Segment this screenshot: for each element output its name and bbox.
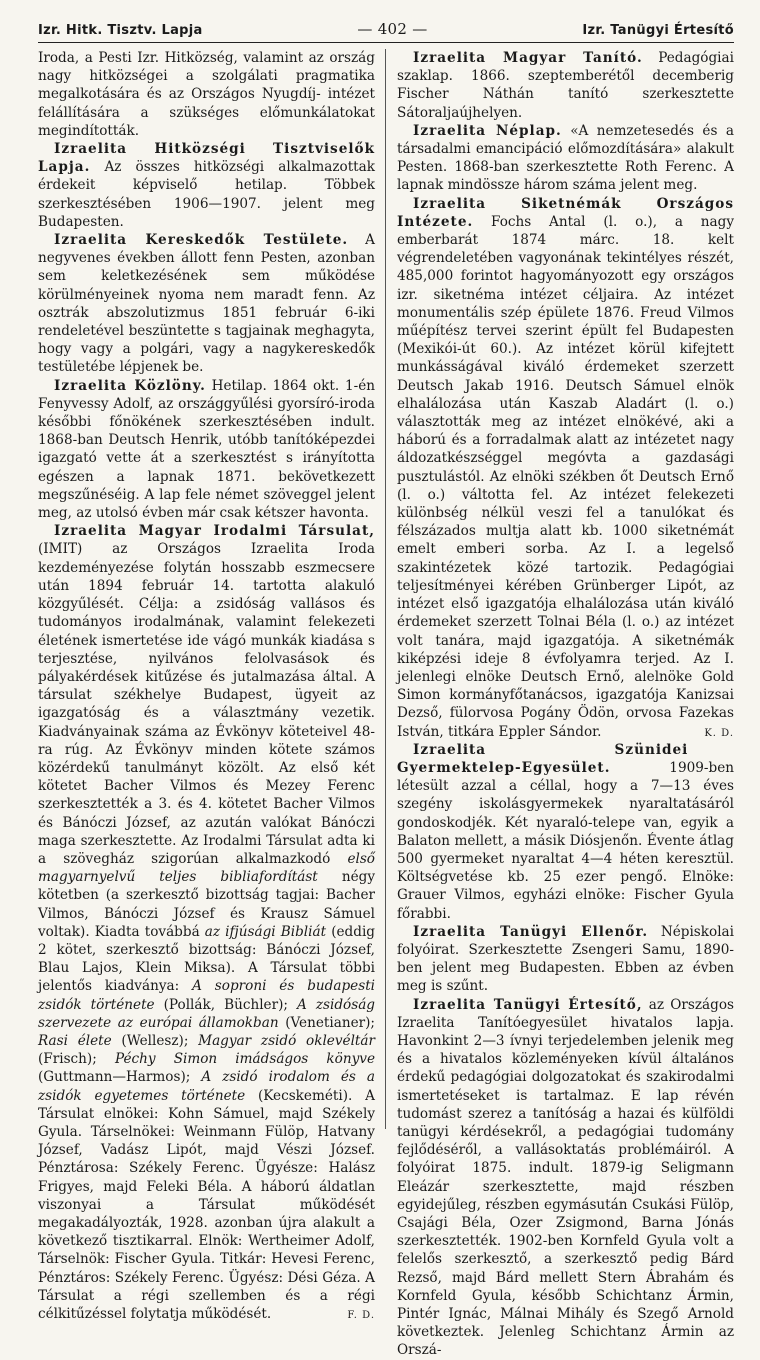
entry-tanugyi-ertesito: Izraelita Tanügyi Értesítő, az Országos Izraelita Tanítóegyesület hivatalos lapja. Havonkint 2—3 ívnyi terjedelemben jelenik meg és a hivatalos közleményeken kívül általános érdekű pedagógiai dolgozatokat és szakirodalmi ismertetéseket is tartalmaz. E lap révén tudomást szerez a tanítóság a hazai és külföldi tanügyi kérdésekről, a pedagógiai tudomány fejlődéséről, a vallásoktatás problémáiról. A folyóirat 1875. indult. 1879-ig Seligmann Eleázár szerkesztette, majd részben egyidejűleg, részben egymásután Csukási Fülöp, Csajági Béla, Ozer Zsigmond, Barna Jónás szerkesztették. 1902-ben Kornfeld Gyula volt a felelős szerkesztő, a szerkesztő pedig Bárd Rezső, majd Bárd mellett Stern Ábrahám és Kornfeld Gyula, később Schichtanz Ármin, Pintér Ignác, Málnai Mihály és Szegő Arnold következtek. Jelenleg Schichtanz Ármin az Orszá- [397,996,734,1359]
right-column [386,49,735,1359]
entry-kereskedok-testulete: Izraelita Kereskedők Testülete. A negyvenes években állott fenn Pesten, azonban sem keletkezésének sem működése körülményeinek nyoma nem maradt fenn. Az osztrák abszolutizmus 1851 február 6-iki rendeletével beszüntette s tagjainak meghagyta, hogy vagy a polgári, vagy a nagykereskedők testületébe lépjenek be. [38,232,375,376]
entry-headword: Izraelita Néplap. [413,122,562,139]
entry-headword: Izraelita Kereskedők Testülete. [54,232,349,249]
entry-headword: Izraelita Magyar Tanító. [413,50,643,66]
entry-headword: Izraelita Közlöny. [54,377,206,394]
entry-szunidei-gyermektelep: Izraelita Szünidei Gyermektelep-Egyesület. 1909-ben létesült azzal a céllal, hogy a 7—13 éves szegény iskolásgyermekek nyaraltatásáról gondoskodjék. Két nyaraló-telepe van, egyik a Balaton mellett, a másik Diósjenőn. Évente átlag 500 gyermeket nyaraltat 4—4 héten keresztül. Költségvetése kb. 25 ezer pengő. Elnöke: Grauer Vilmos, egyházi elnöke: Fischer Gyula főrabbi. [397,741,734,922]
header-right: Izr. Tanügyi Értesítő [582,23,734,38]
entry-siketnemak-intezete: Izraelita Siketnémák Országos Intézete. Fochs Antal (l. o.), a nagy emberbarát 1874 márc. 18. kelt végrendeletében vagyonának tekintélyes részét, 485,000 forintot hagyományozott egy országos izr. siketnéma intézet céljaira. Az intézet monumentális szép épülete 1876. Freud Vilmos műépítész tervei szerint épült fel Budapesten (Mexikói-út 60.). Az intézet körül kifejtett munkásságával kiváló érdemeket szerzett Deutsch Jakab 1916. Deutsch Sámuel elnök elhalálozása után Kaszab Aladárt (l. o.) választották meg az intézet elnökévé, aki a háború és a forradalmak alatt az intézetet nagy áldozatkészséggel megóvta a gazdasági pusztulástól. Az elnöki székben őt Deutsch Ernő (l. o.) váltotta fel. Az intézet felekezeti különbség nélkül veszi fel a tanulókat és félszázados multja alatt kb. 1000 siketnémát emelt emberi sorba. Az I. a legelső szakintézetek közé tartozik. Pedagógiai teljesítményei kérében Grünberger Lipót, az intézet első igazgatója elhalálozása után kiváló érdemeket szerzett Tolnai Béla (l. o.) az intézet volt tanára, majd igazgatója. A siketnémák kiképzési ideje 8 évfolyamra terjed. Az I. jelenlegi elnöke Deutsch Ernő, alelnöke Gold Simon kormányfőtanácsos, igazgatója Kanizsai Dezső, fülorvosa Pogány Ödön, orvosa Fazekas István, titkára Eppler Sándor. K. D. [397,195,734,741]
entry-irodalmi-tarsulat: Izraelita Magyar Irodalmi Társulat, (IMIT) az Országos Izraelita Iroda kezdeményezése folytán hosszabb eszmecsere után 1894 február 14. tartotta alakuló közgyűlését. Célja: a zsidóság vallásos és tudományos irodalmának, valamint felekezeti életének ismertetése ide vágó munkák kiadása s terjesztése, nyilvános felolvasások és pályakérdések kitűzése és jutalmazása által. A társulat székhelye Budapest, ügyeit az igazgatóság és a választmány vezetik. Kiadványainak száma az Évkönyv köteteivel 48-ra rúg. Az Évkönyv minden kötete számos közérdekű tanulmányt közölt. Az első két kötetet Bacher Vilmos és Mezey Ferenc szerkesztették a 3. és 4. kötetet Bacher Vilmos és Bánóczi József, az azután valókat Bánóczi maga szerkesztette. Az Irodalmi Társulat adta ki a szövegház szigorúan alkalmazkodó első magyarnyelvű teljes bibliafordítást négy kötetben (a szerkesztő bizottság tagjai: Bacher Vilmos, Bánóczi József és Krausz Sámuel voltak). Kiadta továbbá az ifjúsági Bibliát (eddig 2 kötet, szerkesztő bizottság: Bánóczi József, Blau Lajos, Klein Miksa). A Társulat többi jelentős kiadványa: A soproni és budapesti zsidók története (Pollák, Büchler); A zsidóság szervezete az európai államokban (Venetianer); Rasi élete (Wellesz); Magyar zsidó oklevéltár (Frisch); Péchy Simon imádságos könyve (Guttmann—Harmos); A zsidó irodalom és a zsidók egyetemes története (Kecskeméti). A Társulat elnökei: Kohn Sámuel, majd Székely Gyula. Társelnökei: Weinmann Fülöp, Hatvany József, Vadász Lipót, majd Vészi József. Pénztárosa: Székely Ferenc. Ügyésze: Halász Frigyes, majd Feleki Béla. A háború áldatlan viszonyai a Társulat működését megakadályozták, 1928. azonban újra alakult a következő tisztikarral. Elnök: Wertheimer Adolf, Társelnök: Fischer Gyula. Titkár: Hevesi Ferenc, Pénztáros: Székely Ferenc. Ügyész: Dési Géza. A Társulat a régi szellemben és a régi célkitűzéssel folytatja működését. F. D. [38,522,375,1323]
entry-headword: Izraelita Siketnémák Országos Intézete. [397,195,734,230]
author-signature: K. D. [704,727,734,739]
entry-tanugyi-ellenor: Izraelita Tanügyi Ellenőr. Népiskolai folyóirat. Szerkesztette Zsengeri Samu, 1890-ben jelent meg Budapesten. Ebben az évben meg is szűnt. [397,923,735,995]
entry-headword: Izraelita Hitközségi Tisztviselők Lapja. [38,141,375,176]
header-left: Izr. Hitk. Tisztv. Lapja [38,23,203,38]
page-number: — 402 — [357,20,428,38]
running-header [38,20,734,43]
entry-headword: Izraelita Magyar Irodalmi Társulat, [54,523,375,540]
entry-headword: Izraelita Tanügyi Értesítő, [413,996,643,1013]
author-signature: F. D. [347,1310,375,1322]
entry-izraelita-kozlony: Izraelita Közlöny. Hetilap. 1864 okt. 1-én Fenyvessy Adolf, az országgyűlési gyorsíró-iroda későbbi főnökének szerkesztésében indult. 1868-ban Deutsch Henrik, utóbb tanítóképezdei igazgató vette át a szerkesztést s irányította egészen a lapnak 1871. bekövetkezett megszűnéséig. A lap fele német szöveggel jelent meg, az utolsó évben már csak kétszer havonta. [38,377,375,522]
text-columns [38,49,735,1359]
left-column [38,49,386,1323]
entry-magyar-tanito: Izraelita Magyar Tanító. Pedagógiai szaklap. 1866. szeptemberétől decemberig Fischer Náthán tanító szerkesztette Sátoraljaújhelyen. [397,50,734,121]
entry-izraelita-neplap: Izraelita Néplap. «A nemzetesedés és a társadalmi emancipáció előmozdítására» alakult Pesten. 1868-ban szerkesztette Roth Ferenc. A lapnak mindössze három száma jelent meg. [397,122,734,194]
entry-iroda-continued: Iroda, a Pesti Izr. Hitközség, valamint az ország nagy hitközségei a szolgálati pragmatika megalkotására és az Országos Nyugdíj- intézet felállítására a szükséges előmunkálatokat megindították. [38,50,375,139]
entry-hitkozsegi-tisztviselok-lapja: Izraelita Hitközségi Tisztviselők Lapja. Az összes hitközségi alkalmazottak érdekeit képviselő hetilap. Többek szerkesztésében 1906—1907. jelent meg Budapesten. [38,141,375,230]
entry-headword: Izraelita Tanügyi Ellenőr. [413,923,649,940]
entry-headword: Izraelita Szünidei Gyermektelep-Egyesület. [397,741,689,776]
